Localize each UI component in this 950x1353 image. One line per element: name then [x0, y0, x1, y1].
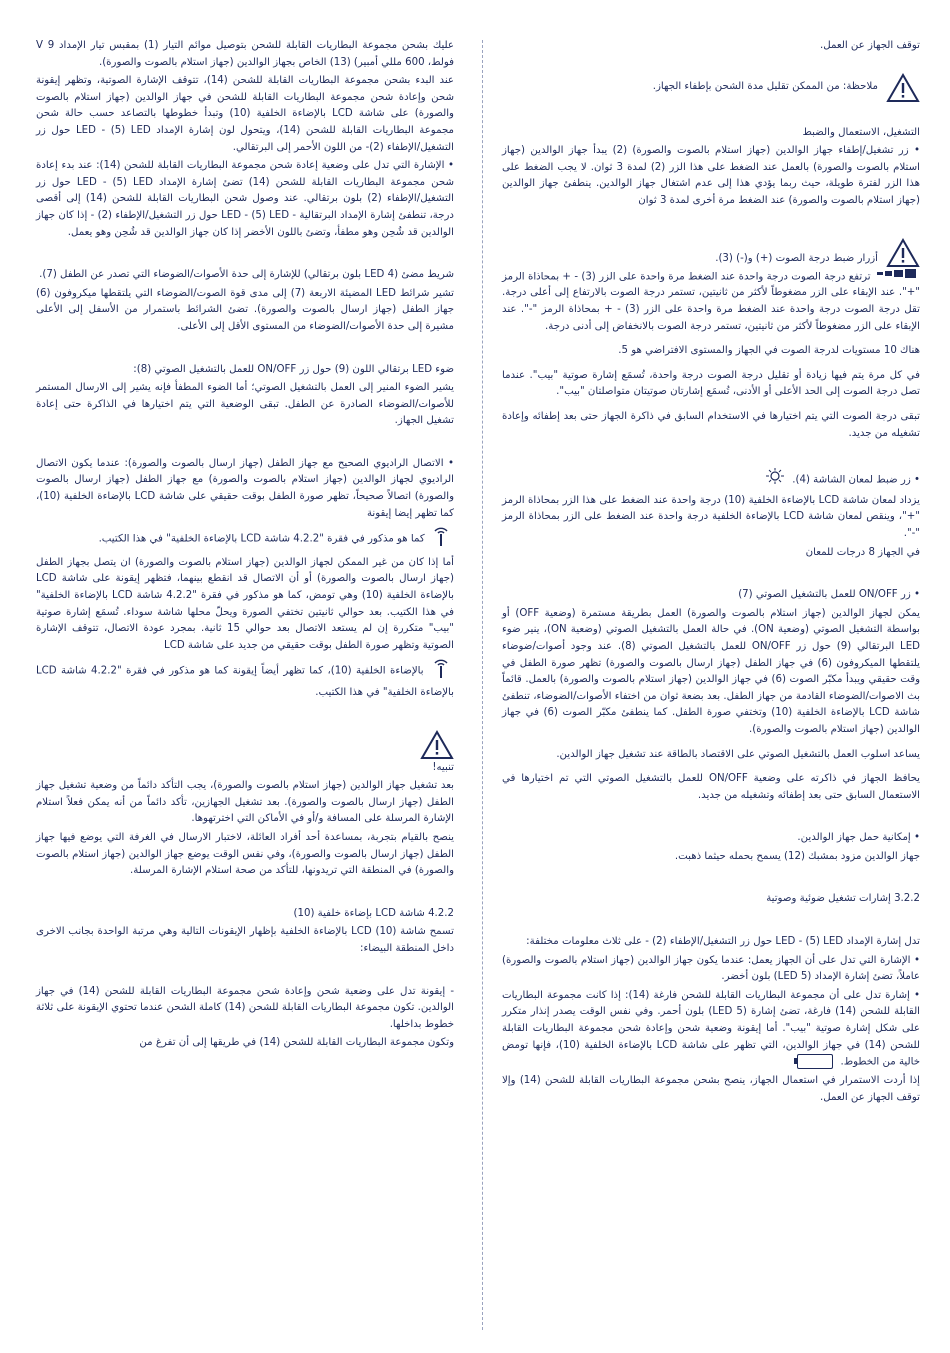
section-heading-operation: التشغيل، الاستعمال والضبط [802, 126, 920, 138]
power-button-text: • زر تشغيل/إطفاء جهاز الوالدين (جهاز استلام بالصوت والصورة) (2) يبدأ جهاز الوالدين (جهاز استلام بالصوت والصورة) بالعمل عند الضغط على هذا الزر (2) لمدة 3 ثوان. لا يجب الضغط على هذا الزر لفترة طويلة، حيث ربما يؤدي هذا إلى عدم اشتغال جهاز الوالدين. ينطفئ جهاز الوالدين (جهاز استلام بالصوت والصورة) عند الضغط مرة أخرى لمدة 3 ثوان [502, 145, 921, 206]
warning-triangle-icon [886, 73, 920, 103]
section-heading-322: 3.2.2 إشارات تشغيل ضوئية وصوتية [766, 893, 920, 905]
brightness-text-2: في الجهاز 8 درجات للمعان [805, 546, 920, 558]
section-heading-422: 4.2.2 شاشة LCD بإضاءة خلفية (10) [293, 907, 454, 919]
volume-text-1: ترتفع درجة الصوت درجة واحدة عند الضغط مرة واحدة على الزر (3) - + بمحاذاة الرمز "+". عند الإبقاء على الزر مضغوطاً لأكثر من ثانيتين، تستمر درجة الصوت بالارتفاع إلى أعلى درجة. تقل درجة الصوت درجة واحدة عند الضغط مرة واحدة على الزر (3) - + بمحاذاة الرمز "-". عند الإبقاء على الزر مضغوطاً لأكثر من ثانيتين، تستمر درجة الصوت بالانخفاض إلى أدنى درجة. [502, 268, 920, 336]
lcd-text-2: - إيقونة تدل على وضعية شحن وإعادة شحن مجموعة البطاريات القابلة للشحن (14) في جهاز الوالدين. تكون مجموعة البطاريات القابلة للشحن (14) كاملة الشحن عندما تحتوي الإيقونة على ثلاثة خطوط بداخلها. [36, 985, 454, 1030]
warning-title: تنبيه! [432, 761, 454, 773]
volume-heading [502, 238, 920, 268]
radio-text-3: أما إذا كان من غير الممكن لجهاز الوالدين (جهاز استلام بالصوت والصورة) ان يتصل بجهاز الطفل (جهاز ارسال بالصوت والصورة) أو أن الاتصال قد انقطع بينهما، فتظهر إيقونة على شاشة LCD بالإضاءة الخلفية (10) وهي تومض، كما هو مذكور في فقرة "4.2.2 شاشة LCD بالإضاءة الخلفية" في هذا الكتيب. بعد حوالي ثانيتين تختفي الصورة ويحلّ محلها شاشة سوداء. تُسمَع إشارة صوتية "بيب" متكررة إن لم يستعد الاتصال بعد حوالي 15 ثانية. بمجرد عودة الاتصال، تتوقف الإشارة الصوتية وتظهر صورة الطفل بوقت حقيقي من جديد على شاشة LCD [36, 556, 454, 651]
warning-triangle-icon [420, 730, 454, 760]
left-column [36, 38, 454, 1060]
onoff-text-3: يحافظ الجهاز في ذاكرته على وضعية ON/OFF للعمل بالتشغيل الصوتي التي تم اختيارها في الاستعمال السابق حتى بعد إطفائه وتشغيله من جديد. [502, 773, 920, 801]
volume-text-4: تبقى درجة الصوت التي يتم اختيارها في الاستخدام السابق في ذاكرة الجهاز حتى بعد إطفائه وإعادة تشغيله من جديد. [502, 411, 920, 439]
warning-heading [36, 730, 454, 760]
charge-text-1: عليك بشحن مجموعة البطاريات القابلة للشحن بتوصيل موائم التيار (1) بمقبس تيار الإمداد 9 V فولط، 600 مللي أمبير) (13) الخاص بجهاز الوالدين (جهاز استلام بالصوت والصورة). [36, 40, 454, 68]
led-text-1: تدل إشارة الإمداد LED - (5) LED حول زر التشغيل/الإطفاء (2) - على ثلاث معلومات مختلفة: [526, 936, 920, 948]
radio-text-4: بالإضاءة الخلفية (10)، كما تظهر أيضاً إيقونة كما هو مذكور في فقرة "4.2.2 شاشة LCD بالإضاءة الخلفية" في هذا الكتيب. [36, 656, 454, 701]
volume-text-3: في كل مرة يتم فيها زيادة أو تقليل درجة الصوت درجة واحدة، تُسمَع إشارة صوتية "بيب". عندما تصل درجة الصوت إلى الحد الأعلى أو الأدنى، تُسمَع إشارتان صوتيتان متواصلتان "بيب". [502, 369, 920, 398]
carry-heading: • إمكانية حمل جهاز الوالدين. [797, 832, 920, 844]
warning-text-1: بعد تشغيل جهاز الوالدين (جهاز استلام بالصوت والصورة)، يجب التأكد دائماً من وضعية تشغيل جهاز الطفل (جهاز ارسال بالصوت والصورة). بعد تشغيل الجهازين، تأكد دائماً من أنه يمكن فعلاً استلام الإشارة المرسلة على المسافة و/أو في الأماكن التي اخترتهوها. [36, 780, 454, 825]
brightness-heading: • زر ضبط لمعان الشاشة (4). [502, 468, 920, 491]
onoff-heading: • زر ON/OFF للعمل بالتشغيل الصوتي (7) [738, 589, 920, 601]
led-text-2: • الإشارة التي تدل على أن الجهاز يعمل: عندما يكون جهاز الوالدين (جهاز استلام بالصوت والصورة) عاملاً، تضئ إشارة الإمداد (5 LED) بلون أخضر. [502, 954, 920, 983]
onoff-text-1: يمكن لجهاز الوالدين (جهاز استلام بالصوت والصورة) العمل بطريقة مستمرة (وضعية OFF) أو بواسطة التشغيل الصوتي (وضعية ON). في حالة العمل بالتشغيل الصوتي (وضعية ON)، ينير ضوء LED البرتقالي (9) حول زر ON/OFF للعمل بالتشغيل الصوتي (8). عند وجود أصوات/ضوضاء يلتقطها الميكروفون (6) في جهاز الطفل (جهاز ارسال بالصوت والصورة) تظهر صورة الطفل في وقت حقيقي ويبدأ مكبّر الصوت (6) في جهاز الوالدين (جهاز استلام بالصوت والصورة) بالعمل. قائماً بث الاصوات/الضوضاء القادمة من جهاز الطفل. بعد بضعة ثوان من اختفاء الأصوات/الضوضاء، تنطفئ شاشة LCD بالإضاءة الخلفية (10) وتختفي صورة الطفل. كما ينطفئ مكبّر الصوت (6) في جهاز الوالدين (جهاز استلام بالصوت والصورة). [502, 607, 920, 735]
volume-bars-icon [877, 268, 917, 285]
antenna-icon [432, 524, 450, 553]
antenna-icon [432, 656, 450, 685]
vox-text-1: ضوء LED برتقالي اللون (9) حول زر ON/OFF للعمل بالتشغيل الصوتي (8): [133, 363, 454, 375]
volume-text-2: هناك 10 مستويات لدرجة الصوت في الجهاز والمستوى الافتراضي هو 5. [618, 345, 920, 357]
battery-icon [797, 1054, 833, 1069]
vox-text-2: يشير الضوء المنير إلى العمل بالتشغيل الصوتي؛ أما الضوء المطفأ فإنه يشير إلى الارسال المستمر للأصوات/الضوضاء الصادرة عن الطفل. تبقى الوضعية التي يتم اختيارها في الذاكرة حتى إعادة تشغيل الجهاز. [36, 382, 454, 427]
volume-heading-text: أزرار ضبط درجة الصوت (+) و(-) (3). [715, 252, 878, 264]
radio-text-1: • الاتصال الراديوي الصحيح مع جهاز الطفل (جهاز ارسال بالصوت والصورة): عندما يكون الاتصال الراديوي لجهاز الوالدين (جهاز استلام بالصوت والصورة) مع جهاز الطفل (جهاز ارسال بالصوت والصورة) اتصالاً صحيحاً، تظهر صورة الطفل بوقت حقيقي على شاشة LCD بالإضاءة الخلفية (10)، كما تظهر إيضا إيقونة [36, 457, 454, 519]
brightness-text-1: يزداد لمعان شاشة LCD بالإضاءة الخلفية (10) درجة واحدة عند الضغط على هذا الزر بمحاذاة الرمز "+"، وينقص لمعان شاشة LCD بالإضاءة الخلفية درجة واحدة عند الضغط على الزر بمحاذاة الرمز "-". [502, 494, 920, 539]
warning-text-2: ينصح بالقيام بتجربة، بمساعدة أحد أفراد العائلة، لاختبار الارسال في الغرفة التي يوضع فيها جهاز الطفل (جهاز ارسال بالصوت والصورة)، وفي نفس الوقت يوضع جهاز الوالدين (جهاز استلام بالصوت والصورة) في المنطقة التي تريدونها، للتأكد من صحة استلام الإشارة المرسلة. [36, 831, 454, 877]
led-text-4: إذا أردت الاستمرار في استعمال الجهاز، ينصح بشحن مجموعة البطاريات القابلة للشحن (14) وإلا توقف الجهاز عن العمل. [502, 1075, 920, 1103]
column-divider [482, 40, 483, 1330]
note-block [502, 73, 920, 103]
strip-text-1: شريط مضئ (4 LED بلون برتقالي) للإشارة إلى حدة الأصوات/الضوضاء التي تصدر عن الطفل (7). [39, 269, 454, 281]
sun-icon [764, 468, 786, 491]
onoff-text-2: يساعد اسلوب العمل بالتشغيل الصوتي على الاقتصاد بالطاقة عند تشغيل جهاز الوالدين. [556, 748, 920, 760]
lcd-text-1: تسمح شاشة LCD (10) بالإضاءة الخلفية بإظهار الإيقونات التالية وهي مرتبة الواحدة بجانب الاخرى داخل المنطقة البيضاء: [36, 926, 454, 954]
led-text-3: • إشارة تدل على أن مجموعة البطاريات القابلة للشحن فارغة (14): إذا كانت مجموعة البطاريات القابلة للشحن (14) فارغة، تضئ إشارة (5 LED) بلون أحمر. وفي نفس الوقت يصدر إنذار متكرر على شكل إشارة صوتية "بيب". أما إيقونة وضعية شحن وإعادة شحن مجموعة البطاريات القابلة للشحن (14) في جهاز الوالدين، التي تظهر على شاشة LCD بالإضاءة الخلفية (10)، فإنها تومض خالية من الخطوط. [502, 989, 921, 1068]
charge-text-2: عند البدء بشحن مجموعة البطاريات القابلة للشحن (14)، تتوقف الإشارة الصوتية، وتظهر إيقونة شحن وإعادة شحن مجموعة البطاريات القابلة للشحن في جهاز الوالدين (جهاز استلام بالصوت والصورة) على شاشة LCD بالإضاءة الخلفية (10) وتبدأ خطوطها بالتصاعد حسب حالة شحن مجموعة البطاريات القابلة للشحن (14)، ويتحول لون إشارة الإمداد LED - (5) LED حول زر التشغيل/الإطفاء (2)- من اللون الأحمر إلى البرتقالي. [36, 75, 454, 153]
warning-triangle-icon [886, 238, 920, 268]
charge-text-3: • الإشارة التي تدل على وضعية إعادة شحن مجموعة البطاريات القابلة للشحن (14): عند بدء إعادة شحن مجموعة البطاريات القابلة للشحن (14) تضئ إشارة الإمداد LED - (5) LED حول زر التشغيل/الإطفاء (2) بلون برتقالي. عند وصول شحن البطاريات القابلة للشحن (14) إلى أقصى درجة، تنطفئ إشارة الإمداد البرتقالية - LED - (5) LED حول زر التشغيل/الإطفاء (2) - إذا كان جهاز الوالدين قد شُحِن وهو مطفأ، وتضئ باللون الأخضر إذا كان جهاز الوالدين قد شُحِن وهو يعمل. [36, 160, 455, 238]
radio-text-2: كما هو مذكور في فقرة "4.2.2 شاشة LCD بالإضاءة الخلفية" في هذا الكتيب. [36, 524, 454, 553]
intro-text: توقف الجهاز عن العمل. [820, 40, 920, 51]
strip-text-2: تشير شرائط LED المضيئة الاربعة (7) إلى مدى قوة الصوت/الضوضاء التي يلتقطها ميكروفون (6) جهاز الطفل (جهاز ارسال بالصوت والصورة). تضئ الشرائط باستمرار من الأسفل إلى الأعلى مشيرة إلى حدة الأصوات/الضوضاء من المستوى الأقل إلى الأعلى. [36, 287, 454, 332]
lcd-text-3: وتكون مجموعة البطاريات القابلة للشحن (14) في طريقها إلى أن تفرغ من [139, 1037, 454, 1049]
carry-text: جهاز الوالدين مزود بمشبك (12) يسمح بحمله حيثما ذهبت. [674, 850, 920, 862]
note-text: ملاحظة: من الممكن تقليل مدة الشحن بإطفاء الجهاز. [652, 81, 878, 93]
right-column [502, 38, 920, 1115]
